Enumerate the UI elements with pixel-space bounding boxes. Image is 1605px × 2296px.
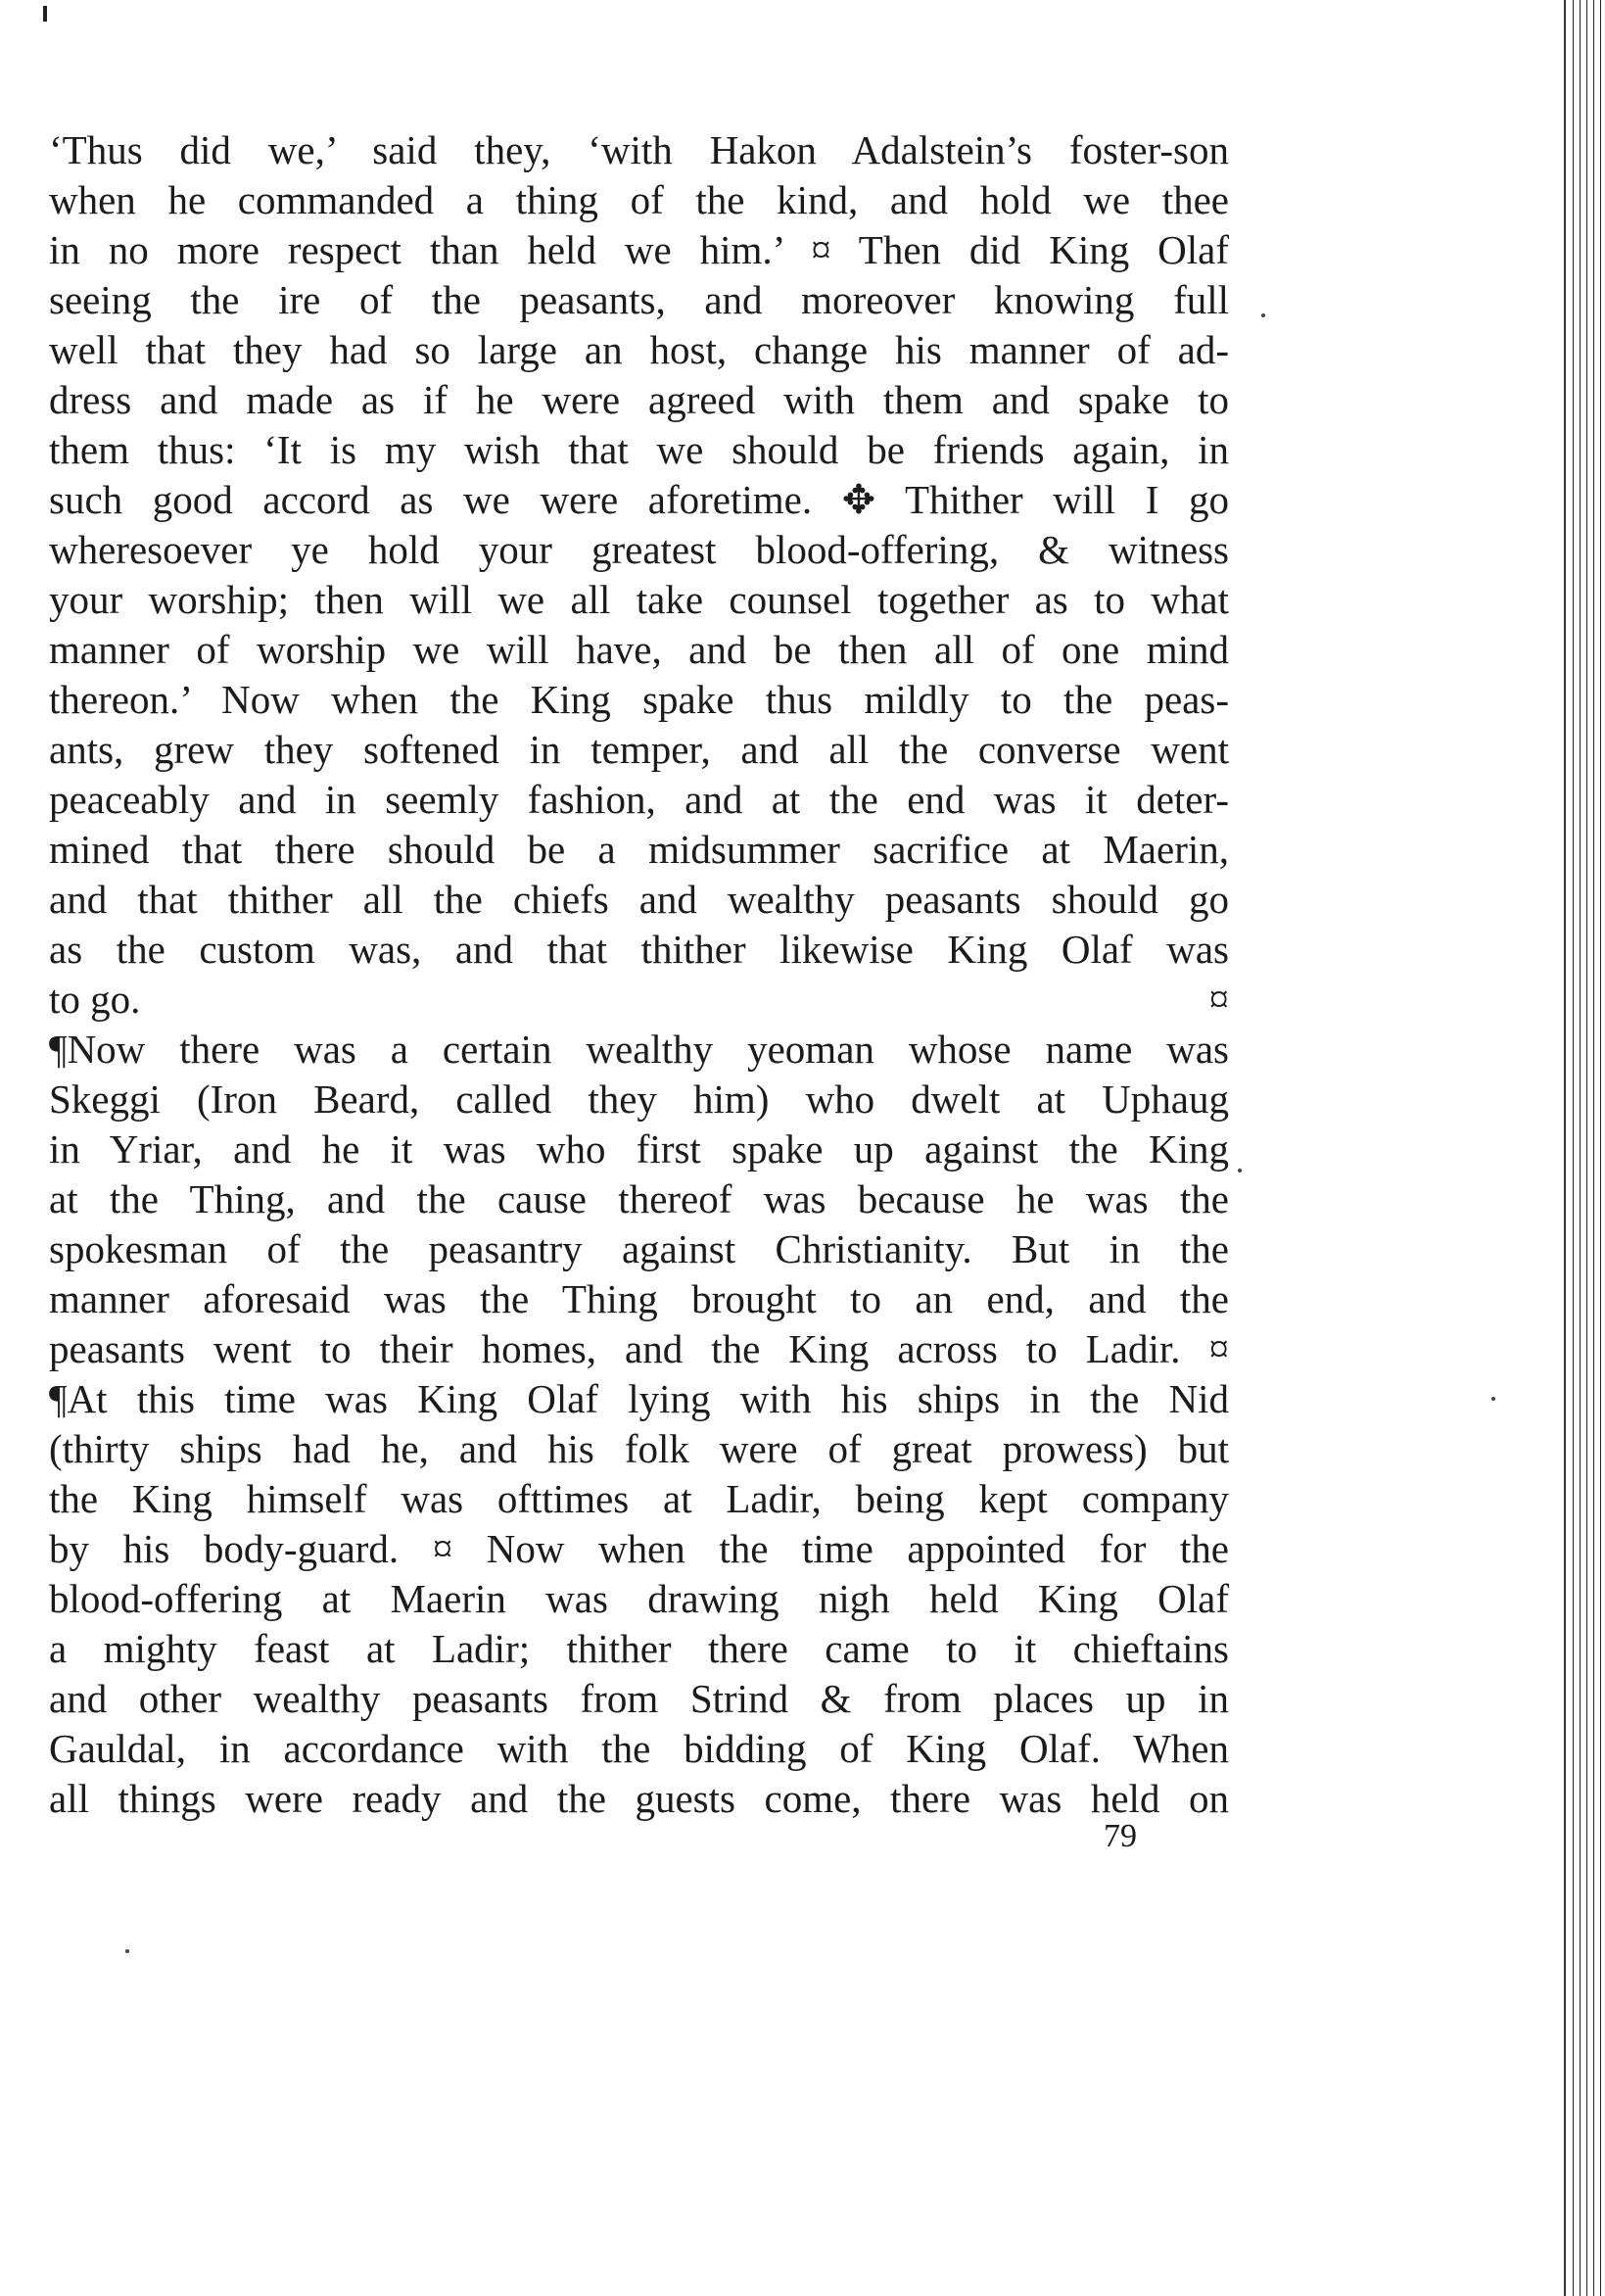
text-line: your worship; then will we all take counsel together as to what	[49, 577, 1229, 622]
text-line: Gauldal, in accordance with the bidding of King Olaf. When	[49, 1726, 1229, 1771]
paper-speck	[125, 1949, 129, 1953]
text-line: as the custom was, and that thither likewise King Olaf was	[49, 927, 1229, 972]
text-line: in no more respect than held we him.’ ¤ Then did King Olaf	[49, 227, 1229, 272]
text-line: at the Thing, and the cause thereof was because he was the	[49, 1176, 1229, 1221]
text-line: in Yriar, and he it was who first spake up against the King	[49, 1126, 1229, 1172]
text-line: ¶At this time was King Olaf lying with his ships in the Nid	[49, 1376, 1229, 1421]
paragraph-end-text: to go.	[49, 977, 141, 1022]
text-line: and other wealthy peasants from Strind & from places up in	[49, 1676, 1229, 1721]
text-line: all things were ready and the guests come, there was held on	[49, 1776, 1229, 1821]
text-line: when he commanded a thing of the kind, and hold we thee	[49, 177, 1229, 222]
paper-speck	[1261, 313, 1265, 317]
text-line: peaceably and in seemly fashion, and at the end was it deter-	[49, 777, 1229, 822]
text-line: manner aforesaid was the Thing brought to an end, and the	[49, 1276, 1229, 1321]
text-line: seeing the ire of the peasants, and moreover knowing full	[49, 277, 1229, 322]
text-line: spokesman of the peasantry against Christianity. But in the	[49, 1226, 1229, 1271]
text-line: ants, grew they softened in temper, and all the converse went	[49, 727, 1229, 772]
text-line: wheresoever ye hold your greatest blood-offering, & witness	[49, 527, 1229, 572]
text-line: mined that there should be a midsummer sacrifice at Maerin,	[49, 827, 1229, 872]
paragraph-end-line	[49, 975, 1229, 1025]
text-line: manner of worship we will have, and be then all of one mind	[49, 627, 1229, 672]
page-number: 79	[1104, 1818, 1137, 1854]
text-line: peasants went to their homes, and the King across to Ladir. ¤	[49, 1326, 1229, 1371]
text-line: the King himself was ofttimes at Ladir, being kept company	[49, 1476, 1229, 1521]
text-line: them thus: ‘It is my wish that we should be friends again, in	[49, 427, 1229, 472]
text-line: by his body-guard. ¤ Now when the time appointed for the	[49, 1526, 1229, 1571]
paper-speck	[1238, 1169, 1242, 1172]
text-line: such good accord as we were aforetime. ✥ Thither will I go	[49, 477, 1229, 522]
text-line: thereon.’ Now when the King spake thus mildly to the peas-	[49, 677, 1229, 722]
text-line: blood-offering at Maerin was drawing nigh held King Olaf	[49, 1576, 1229, 1621]
text-line: Skeggi (Iron Beard, called they him) who dwelt at Uphaug	[49, 1076, 1229, 1122]
gutter-edge	[1564, 0, 1566, 2296]
print-mark	[43, 6, 47, 22]
text-line: (thirty ships had he, and his folk were of great prowess) but	[49, 1426, 1229, 1471]
text-line: well that they had so large an host, change his manner of ad-	[49, 327, 1229, 372]
text-line: dress and made as if he were agreed with them and spake to	[49, 377, 1229, 422]
text-line: ‘Thus did we,’ said they, ‘with Hakon Adalstein’s foster-son	[49, 127, 1229, 172]
paper-speck	[1491, 1397, 1495, 1401]
binding-gutter	[1570, 0, 1605, 2296]
text-line: a mighty feast at Ladir; thither there came to it chieftains	[49, 1626, 1229, 1671]
section-mark: ¤	[1208, 977, 1229, 1022]
text-line: ¶Now there was a certain wealthy yeoman whose name was	[49, 1027, 1229, 1072]
text-line: and that thither all the chiefs and wealthy peasants should go	[49, 877, 1229, 922]
body-text	[49, 125, 1229, 1824]
